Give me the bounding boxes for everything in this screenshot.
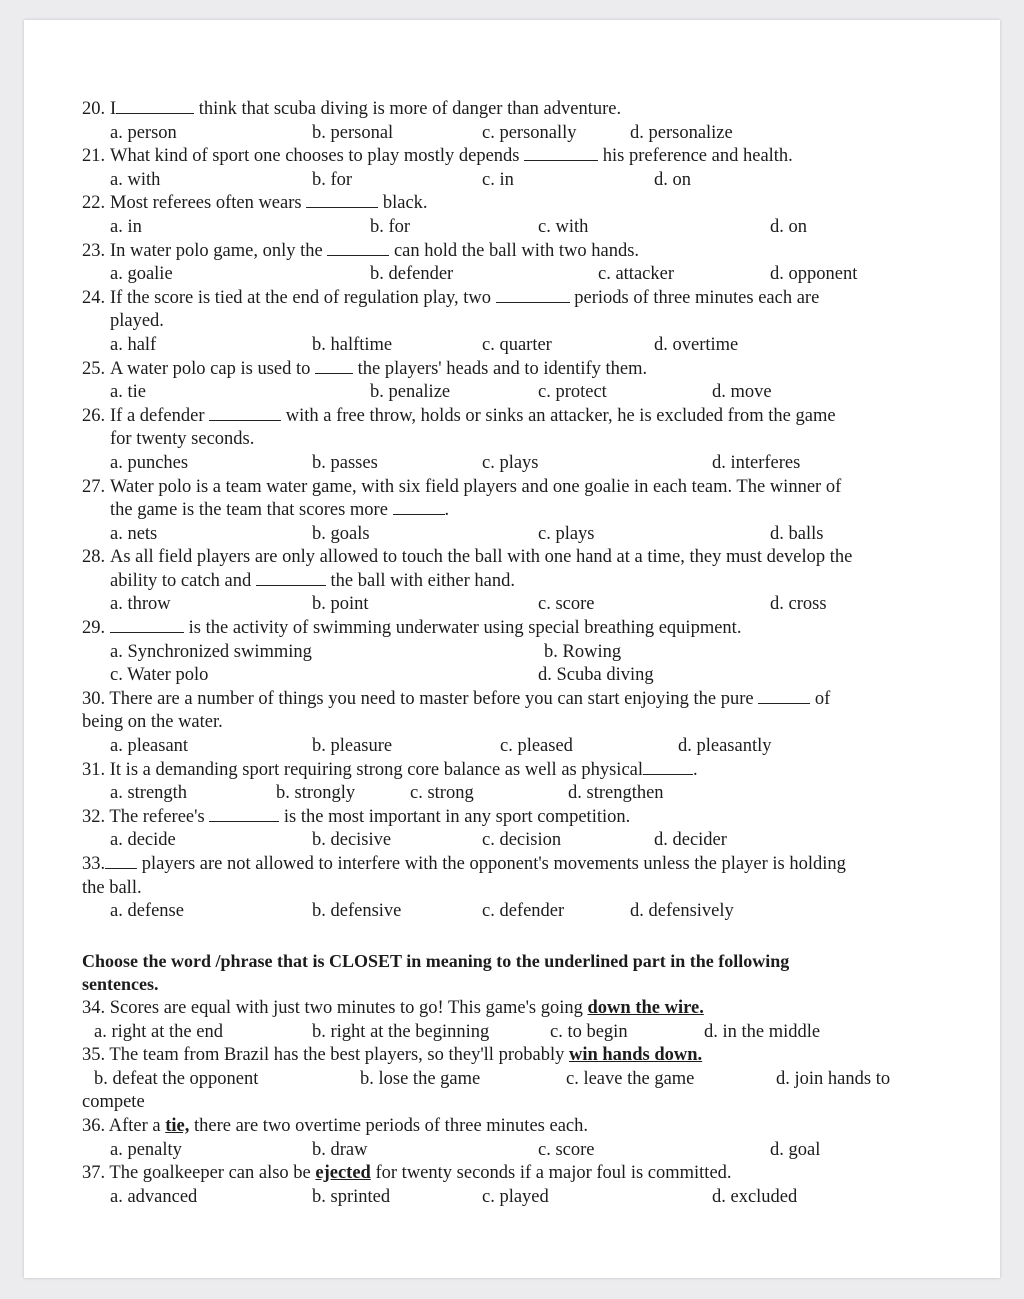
option-d: d. decider [654, 830, 727, 851]
option-b: b. decisive [312, 830, 392, 851]
question-text: ability to catch and [110, 570, 252, 591]
option-a: a. person [110, 122, 177, 143]
question-number: 33. [82, 854, 106, 874]
answer-blank [327, 241, 389, 256]
question-text: for twenty seconds if a major foul is committed. [375, 1163, 732, 1184]
instruction-text: sentences. [82, 974, 159, 995]
options-27 [82, 523, 962, 547]
option-b: b. lose the game [360, 1068, 481, 1089]
option-d: d. Scuba diving [538, 665, 654, 686]
option-d: d. personalize [630, 122, 733, 143]
question-text: Water polo is a team water game, with six field players and one goalie in each team. The winner of [110, 476, 842, 497]
worksheet-content [82, 98, 962, 1209]
question-number: 23. [82, 240, 106, 261]
option-d: d. opponent [770, 264, 858, 285]
option-c: c. protect [538, 382, 607, 403]
options-21 [82, 169, 962, 193]
answer-blank [110, 618, 184, 633]
option-d: d. pleasantly [678, 736, 772, 757]
question-25 [82, 358, 962, 382]
question-number: 31. [82, 759, 106, 780]
option-c: c. Water polo [110, 665, 209, 686]
question-24 [82, 287, 962, 311]
option-c: c. attacker [598, 264, 674, 285]
options-35 [82, 1068, 962, 1092]
answer-blank [256, 571, 326, 586]
option-d: d. cross [770, 594, 827, 615]
option-a: a. penalty [110, 1139, 182, 1160]
option-b: b. goals [312, 523, 370, 544]
option-c: c. personally [482, 122, 577, 143]
option-c: c. quarter [482, 334, 552, 355]
option-a: a. punches [110, 452, 189, 473]
option-c: c. plays [538, 523, 595, 544]
question-text: I [110, 99, 117, 119]
question-30-continued [82, 711, 962, 735]
question-20 [82, 98, 962, 122]
options-28 [82, 593, 962, 617]
question-text: is the activity of swimming underwater using special breathing equipment. [188, 618, 742, 639]
option-a: a. throw [110, 594, 171, 615]
option-a: a. in [110, 216, 142, 237]
options-29-row2 [82, 664, 962, 688]
option-b: b. personal [312, 122, 394, 143]
question-26-continued [82, 428, 962, 452]
question-30 [82, 688, 962, 712]
question-text: played. [110, 311, 164, 332]
question-text: there are two overtime periods of three minutes each. [194, 1115, 588, 1136]
option-b: b. passes [312, 452, 378, 473]
options-32 [82, 829, 962, 853]
question-text: black. [382, 193, 428, 214]
question-text: for twenty seconds. [110, 429, 255, 450]
question-28 [82, 546, 962, 570]
options-36 [82, 1139, 962, 1163]
question-35-continued [82, 1091, 962, 1115]
answer-blank [209, 406, 281, 421]
option-a: a. half [110, 334, 157, 355]
answer-blank [643, 760, 693, 775]
question-23 [82, 240, 962, 264]
answer-blank [315, 359, 353, 374]
question-text: the players' heads and to identify them. [357, 358, 648, 379]
question-28-continued [82, 570, 962, 594]
question-number: 21. [82, 146, 106, 167]
question-text: his preference and health. [602, 146, 793, 167]
question-32 [82, 806, 962, 830]
options-29-row1 [82, 641, 962, 665]
answer-blank [116, 99, 194, 114]
option-b: b. defensive [312, 901, 402, 922]
option-a: a. tie [110, 382, 146, 403]
option-a: b. defeat the opponent [94, 1068, 259, 1089]
answer-blank [393, 500, 445, 515]
question-text: is the most important in any sport competition. [283, 806, 631, 827]
answer-blank [105, 854, 137, 869]
answer-blank [306, 193, 378, 208]
question-number: 26. [82, 405, 106, 426]
instruction-text: Choose the word /phrase that is CLOSET in meaning to the underlined part in the following [82, 950, 790, 971]
question-text: with a free throw, holds or sinks an attacker, he is excluded from the game [285, 405, 836, 426]
option-d: d. on [770, 216, 807, 237]
options-24 [82, 334, 962, 358]
option-d: d. balls [770, 523, 824, 544]
question-33-continued [82, 877, 962, 901]
option-b: b. point [312, 594, 369, 615]
question-text: The team from Brazil has the best players, so they'll probably [109, 1045, 565, 1066]
options-34 [82, 1021, 962, 1045]
option-b: b. for [370, 216, 411, 237]
option-b: b. defender [370, 264, 454, 285]
question-27 [82, 476, 962, 500]
option-b: b. for [312, 169, 353, 190]
question-text: What kind of sport one chooses to play mostly depends [110, 146, 520, 167]
option-b: b. pleasure [312, 736, 393, 757]
question-text: There are a number of things you need to master before you can start enjoying the pure [109, 688, 754, 709]
worksheet-page [24, 20, 1000, 1278]
option-b: b. draw [312, 1139, 368, 1160]
underlined-phrase: win hands down. [568, 1045, 703, 1066]
option-d: d. goal [770, 1139, 821, 1160]
option-c: c. in [482, 169, 514, 190]
question-number: 30. [82, 688, 106, 709]
option-c: c. leave the game [566, 1068, 695, 1089]
question-34 [82, 997, 962, 1021]
option-b: b. sprinted [312, 1186, 391, 1207]
option-b: b. halftime [312, 334, 393, 355]
option-a: a. Synchronized swimming [110, 641, 312, 662]
option-c: c. to begin [550, 1021, 628, 1042]
question-number: 29. [82, 618, 106, 639]
option-b: b. Rowing [544, 641, 622, 662]
option-d: d. interferes [712, 452, 801, 473]
option-a: a. goalie [110, 264, 173, 285]
option-b: b. penalize [370, 382, 451, 403]
underlined-phrase: down the wire. [587, 997, 704, 1018]
question-33 [82, 853, 962, 877]
question-text: the ball with either hand. [330, 570, 515, 591]
section-instruction [82, 950, 962, 974]
question-text: It is a demanding sport requiring strong core balance as well as physical [109, 759, 644, 780]
option-a: a. right at the end [94, 1021, 223, 1042]
options-30 [82, 735, 962, 759]
question-27-continued [82, 499, 962, 523]
question-text: A water polo cap is used to [110, 358, 311, 379]
question-text: After a [108, 1115, 161, 1136]
question-number: 27. [82, 476, 106, 497]
question-text: . [444, 500, 450, 521]
question-24-continued [82, 310, 962, 334]
underlined-phrase: tie, [165, 1115, 190, 1136]
options-20 [82, 122, 962, 146]
question-text: the game is the team that scores more [110, 500, 388, 521]
option-c: c. defender [482, 901, 565, 922]
option-a: a. nets [110, 523, 158, 544]
question-text: the ball. [82, 877, 142, 898]
question-text: In water polo game, only the [110, 240, 323, 261]
question-36 [82, 1115, 962, 1139]
option-a: a. defense [110, 901, 184, 922]
options-22 [82, 216, 962, 240]
question-text: of [814, 688, 831, 709]
answer-blank [524, 146, 598, 161]
question-number: 20. [82, 99, 106, 119]
question-number: 34. [82, 997, 106, 1018]
question-text: players are not allowed to interfere with the opponent's movements unless the player is holding [141, 854, 846, 874]
option-d: d. strengthen [568, 783, 664, 804]
option-a: a. advanced [110, 1186, 198, 1207]
option-text: compete [82, 1092, 145, 1113]
options-31 [82, 782, 962, 806]
options-26 [82, 452, 962, 476]
option-d: d. on [654, 169, 691, 190]
option-c: c. plays [482, 452, 539, 473]
option-d: d. excluded [712, 1186, 798, 1207]
question-31 [82, 759, 962, 783]
option-b: b. right at the beginning [312, 1021, 490, 1042]
option-c: c. played [482, 1186, 549, 1207]
question-text: The referee's [109, 806, 205, 827]
option-d: d. in the middle [704, 1021, 821, 1042]
underlined-phrase: ejected [315, 1163, 371, 1184]
question-text: Scores are equal with just two minutes to go! This game's going [109, 997, 583, 1018]
question-number: 24. [82, 287, 106, 308]
option-d: d. overtime [654, 334, 739, 355]
option-d: d. move [712, 382, 772, 403]
option-c: c. pleased [500, 736, 573, 757]
question-26 [82, 405, 962, 429]
options-33 [82, 900, 962, 924]
option-b: b. strongly [276, 783, 356, 804]
question-text: As all field players are only allowed to touch the ball with one hand at a time, they must develop the [110, 547, 853, 568]
answer-blank [496, 288, 570, 303]
question-number: 35. [82, 1045, 106, 1066]
option-d: d. defensively [630, 901, 734, 922]
question-35 [82, 1044, 962, 1068]
question-37 [82, 1162, 962, 1186]
question-text: If a defender [110, 405, 205, 426]
question-number: 25. [82, 358, 106, 379]
question-text: being on the water. [82, 712, 223, 733]
question-number: 22. [82, 193, 106, 214]
option-c: c. with [538, 216, 589, 237]
option-d: d. join hands to [776, 1068, 891, 1089]
question-text: can hold the ball with two hands. [393, 240, 640, 261]
question-text: If the score is tied at the end of regulation play, two [110, 287, 492, 308]
question-text: Most referees often wears [110, 193, 302, 214]
question-29 [82, 617, 962, 641]
options-37 [82, 1186, 962, 1210]
question-number: 32. [82, 806, 106, 827]
question-number: 36. [82, 1115, 106, 1136]
options-23 [82, 263, 962, 287]
option-c: c. score [538, 594, 595, 615]
option-c: c. score [538, 1139, 595, 1160]
answer-blank [758, 689, 810, 704]
question-text: periods of three minutes each are [574, 287, 820, 308]
option-c: c. decision [482, 830, 562, 851]
option-a: a. with [110, 169, 161, 190]
question-text: The goalkeeper can also be [109, 1163, 311, 1184]
option-a: a. decide [110, 830, 176, 851]
question-22 [82, 192, 962, 216]
option-a: a. pleasant [110, 736, 189, 757]
answer-blank [209, 807, 279, 822]
options-25 [82, 381, 962, 405]
question-text: . [693, 759, 698, 780]
question-number: 28. [82, 547, 106, 568]
question-text: think that scuba diving is more of danger than adventure. [198, 99, 622, 119]
question-number: 37. [82, 1163, 106, 1184]
option-a: a. strength [110, 783, 188, 804]
question-21 [82, 145, 962, 169]
option-c: c. strong [410, 783, 474, 804]
section-instruction-continued [82, 973, 962, 997]
